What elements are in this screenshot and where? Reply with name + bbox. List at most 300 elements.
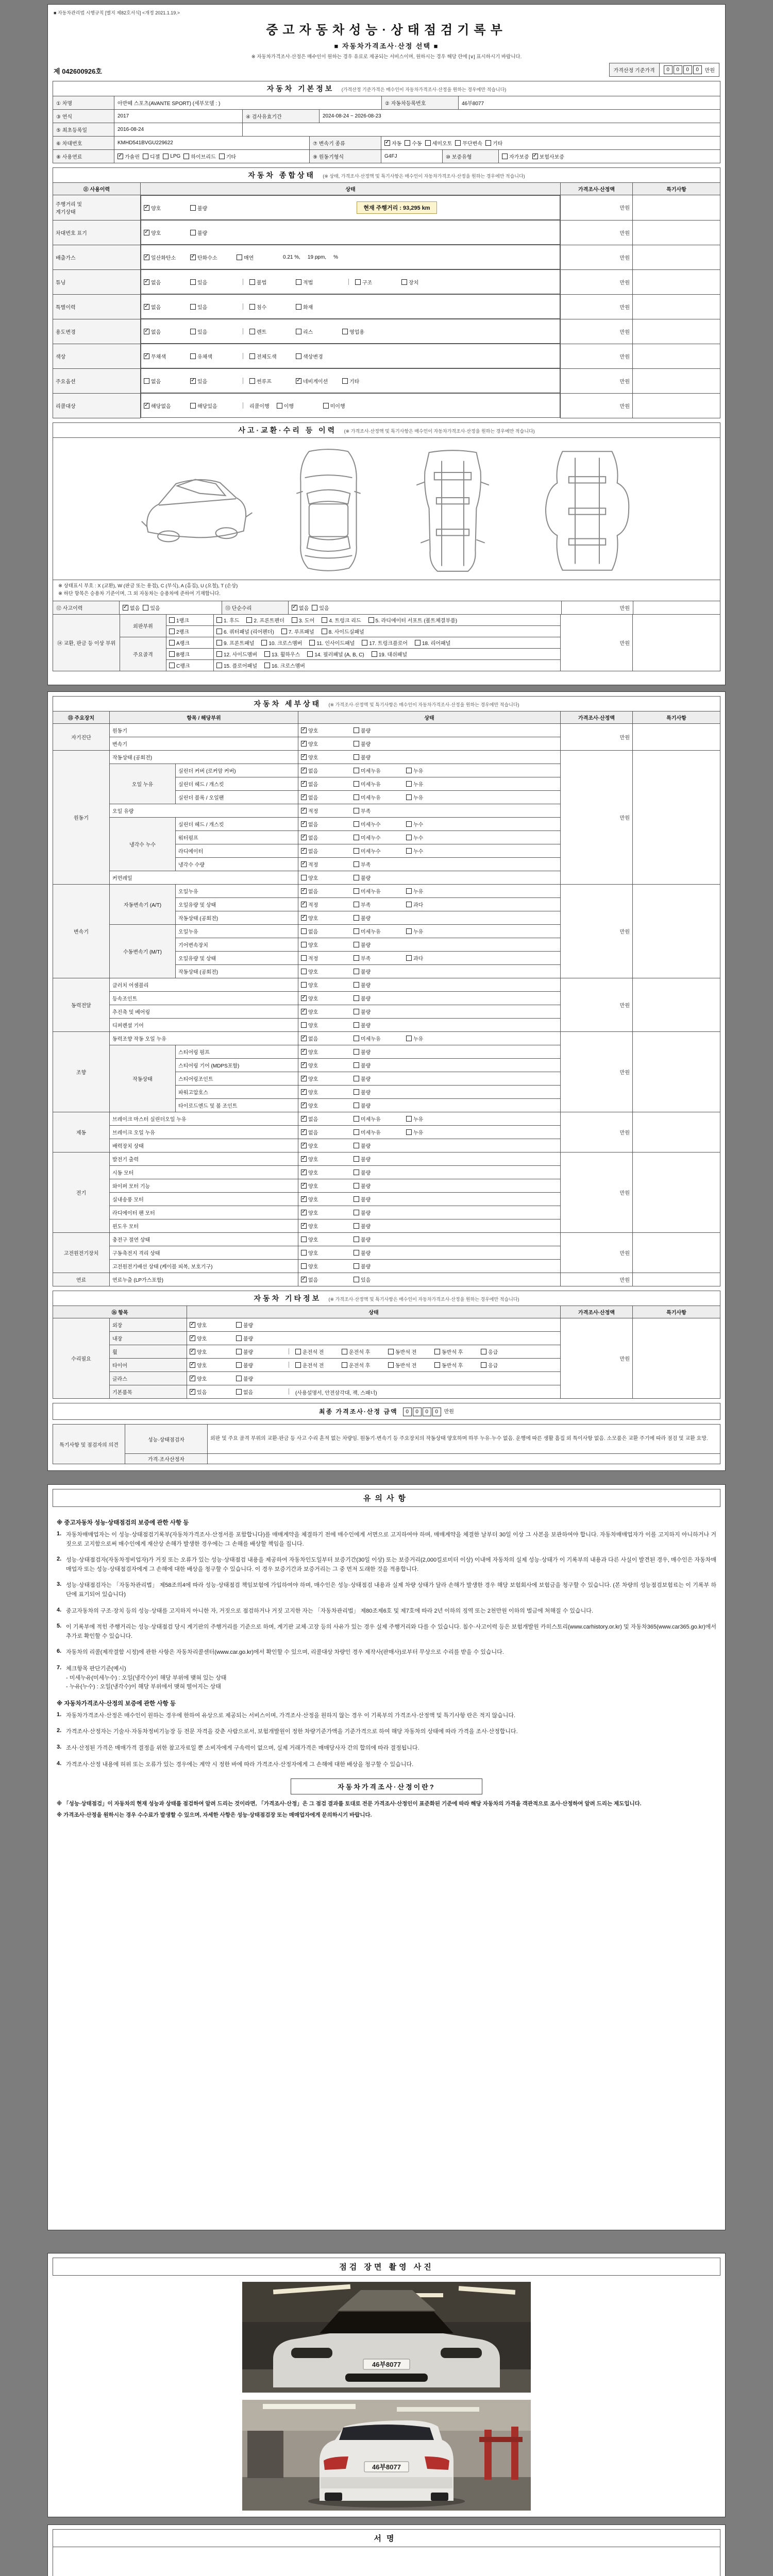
checkbox-7. 루프패널[interactable] — [281, 628, 314, 635]
checkbox-불법[interactable] — [249, 278, 293, 286]
checkbox-양호[interactable] — [301, 981, 350, 989]
checkbox-양호[interactable] — [301, 968, 350, 975]
checkbox-세미오토[interactable] — [425, 139, 452, 147]
checkbox-누유[interactable] — [406, 1128, 456, 1136]
checkbox-label: 세미오토 — [432, 141, 452, 147]
checkbox-수동[interactable] — [405, 139, 422, 147]
checkbox-적정[interactable] — [301, 954, 350, 962]
checkbox-2랭크[interactable] — [169, 628, 189, 635]
checkbox-3. 도어[interactable] — [292, 616, 314, 624]
device-item-label: 오일누유 — [176, 925, 298, 938]
checkbox-불량[interactable] — [354, 941, 403, 948]
checkbox-양호[interactable] — [144, 204, 187, 212]
checkbox-양호[interactable] — [190, 1375, 233, 1382]
checkbox-무단변속[interactable] — [455, 139, 482, 147]
checkbox-2. 프론트펜더[interactable] — [246, 616, 284, 624]
checkbox-C랭크[interactable] — [169, 662, 190, 669]
checkbox-box — [236, 1389, 242, 1395]
checkbox-없음[interactable] — [301, 767, 350, 774]
diagram-legend-note: ※ 하단 항목은 승용차 기준이며, 그 외 자동차는 승용차에 준하여 기재합니다. — [58, 590, 221, 597]
checkbox-box — [216, 617, 222, 623]
checkbox-box — [354, 1089, 359, 1095]
checkbox-box — [502, 154, 508, 159]
accident-history-label: ⑫ 사고이력 — [53, 601, 120, 615]
checkbox-양호[interactable] — [301, 726, 350, 734]
checkbox-없음[interactable] — [301, 847, 350, 855]
checkbox-없음[interactable] — [301, 927, 350, 935]
checkbox-box — [190, 1376, 195, 1381]
checkbox-label: 없음 — [308, 1037, 318, 1042]
checkbox-box — [406, 902, 412, 907]
checkbox-양호[interactable] — [301, 1155, 350, 1163]
checkbox-리스[interactable] — [296, 328, 339, 335]
checkbox-동반석 전[interactable] — [388, 1348, 431, 1355]
checkbox-누유[interactable] — [406, 927, 456, 935]
checkbox-label: 양호 — [308, 1050, 318, 1056]
checkbox-불량[interactable] — [354, 1155, 403, 1163]
checkbox-누유[interactable] — [406, 887, 456, 895]
checkbox-box — [144, 403, 149, 409]
checkbox-19. 대쉬패널[interactable] — [372, 650, 407, 658]
checkbox-label: 누유 — [413, 1037, 424, 1042]
checkbox-양호[interactable] — [301, 1249, 350, 1257]
checkbox-불량[interactable] — [354, 1101, 403, 1109]
checkbox-B랭크[interactable] — [169, 650, 190, 658]
summary-note: (※ 상태, 가격조사·산정액 및 특기사항은 매수인이 자동차가격조사·산정을 원하는 경우에만 적습니다) — [323, 174, 525, 179]
device-item-status — [298, 885, 561, 898]
final-price-value — [403, 1406, 454, 1416]
checkbox-있음[interactable] — [190, 303, 233, 311]
checkbox-미세누유[interactable] — [354, 1035, 403, 1042]
car-diagram-underbody-front — [397, 445, 508, 577]
checkbox-label: 미세누유 — [361, 889, 381, 895]
device-item-status — [298, 724, 561, 737]
checkbox-보험사보증[interactable] — [532, 152, 564, 160]
checkbox-양호[interactable] — [301, 1182, 350, 1190]
checkbox-양호[interactable] — [301, 740, 350, 748]
checkbox-불량[interactable] — [354, 1195, 403, 1203]
checkbox-누수[interactable] — [406, 834, 456, 841]
checkbox-box — [406, 1129, 412, 1135]
checkbox-label: 양호 — [308, 1224, 318, 1230]
checkbox-box — [301, 928, 307, 934]
checkbox-없음[interactable] — [301, 780, 350, 788]
etc-item-status — [187, 1345, 561, 1359]
checkbox-label: 1. 후드 — [224, 618, 240, 624]
checkbox-디젤[interactable] — [143, 152, 160, 160]
checkbox-label: 기타 — [226, 155, 236, 160]
checkbox-불량[interactable] — [354, 1249, 403, 1257]
device-item-status — [298, 1246, 561, 1260]
checkbox-불량[interactable] — [354, 1008, 403, 1015]
checkbox-13. 휠하우스[interactable] — [264, 650, 300, 658]
checkbox-label: 불량 — [361, 970, 371, 975]
checkbox-불량[interactable] — [354, 1088, 403, 1096]
checkbox-box — [216, 663, 222, 668]
checkbox-기타[interactable] — [342, 377, 385, 385]
checkbox-label: 자동 — [392, 141, 402, 147]
checkbox-일산화탄소[interactable] — [144, 253, 187, 261]
checkbox-적정[interactable] — [301, 860, 350, 868]
checkbox-label: 양호 — [197, 1323, 207, 1329]
checkbox-불량[interactable] — [354, 981, 403, 989]
device-item-label: 스티어링조인트 — [176, 1072, 298, 1086]
checkbox-label: 없음 — [308, 1117, 318, 1123]
device-item-status — [298, 925, 561, 938]
checkbox-box — [354, 861, 359, 867]
checkbox-양호[interactable] — [301, 1262, 350, 1270]
checkbox-10. 크로스멤버[interactable] — [261, 639, 302, 647]
checkbox-없음[interactable] — [144, 377, 187, 385]
checkbox-4. 트렁크 리드[interactable] — [322, 616, 361, 624]
notice-item-text — [66, 1607, 593, 1616]
checkbox-box — [190, 1349, 195, 1354]
checkbox-5. 라디에이터 서포트 (볼트체결부품)[interactable] — [368, 616, 458, 624]
checkbox-누유[interactable] — [406, 1035, 456, 1042]
checkbox-box — [354, 928, 359, 934]
checkbox-불량[interactable] — [354, 968, 403, 975]
checkbox-부족[interactable] — [354, 807, 403, 815]
checkbox-미세누유[interactable] — [354, 1128, 403, 1136]
checkbox-화재[interactable] — [296, 303, 339, 311]
device-item-label: 추진축 및 베어링 — [110, 1005, 298, 1019]
checkbox-양호[interactable] — [301, 914, 350, 922]
checkbox-label: 과다 — [413, 956, 424, 962]
checkbox-운전석 후[interactable] — [342, 1361, 385, 1369]
notice-item-number: 2. — [57, 1727, 62, 1734]
checkbox-label: 있음 — [150, 605, 160, 612]
checkbox-유채색[interactable] — [190, 352, 233, 360]
checkbox-적정[interactable] — [301, 901, 350, 908]
checkbox-있음[interactable] — [143, 604, 160, 612]
detail-table — [53, 711, 720, 1286]
checkbox-미세누유[interactable] — [354, 927, 403, 935]
checkbox-미세누수[interactable] — [354, 820, 403, 828]
checkbox-box — [301, 982, 307, 988]
checkbox-양호[interactable] — [301, 1061, 350, 1069]
usage-item-status — [141, 245, 560, 269]
checkbox-동반석 전[interactable] — [388, 1361, 431, 1369]
checkbox-label: 7. 루프패널 — [288, 629, 314, 635]
checkbox-색상변경[interactable] — [296, 352, 339, 360]
checkbox-A랭크[interactable] — [169, 639, 190, 647]
checkbox-불량[interactable] — [354, 1168, 403, 1176]
checkbox-label: 양호 — [308, 1063, 318, 1069]
checkbox-가솔린[interactable] — [117, 152, 140, 160]
device-item-label: 라디에이터 — [176, 844, 298, 858]
checkbox-불량[interactable] — [354, 753, 403, 761]
notice-line: 중고자동차의 구조·장치 등의 성능·상태를 고지하지 아니한 자, 거짓으로 점검하거나 거짓 고지한 자는 「자동차관리법」 제80조제6호 및 제7호에 따라 2년 이하의 징역 또는 2천만원 이하의 벌금에 처해질 수 있습니다. — [66, 1607, 593, 1614]
checkbox-1랭크[interactable] — [169, 616, 189, 624]
checkbox-불량[interactable] — [354, 1075, 403, 1082]
checkbox-누유[interactable] — [406, 793, 456, 801]
checkbox-있음[interactable] — [312, 604, 329, 612]
checkbox-썬루프[interactable] — [249, 377, 293, 385]
checkbox-없음[interactable] — [123, 604, 140, 612]
checkbox-부족[interactable] — [354, 954, 403, 962]
checkbox-양호[interactable] — [301, 1222, 350, 1230]
checkbox-없음[interactable] — [144, 278, 187, 286]
checkbox-불량[interactable] — [354, 1182, 403, 1190]
checkbox-전체도색[interactable] — [249, 352, 293, 360]
checkbox-18. 리어패널[interactable] — [415, 639, 450, 647]
checkbox-1. 후드[interactable] — [216, 616, 239, 624]
checkbox-양호[interactable] — [301, 753, 350, 761]
device-item-label: 실린더 헤드 / 개스킷 — [176, 818, 298, 831]
usage-item-status — [141, 368, 560, 393]
checkbox-box — [384, 140, 390, 146]
checkbox-해당있음[interactable] — [190, 402, 233, 410]
checkbox-누수[interactable] — [406, 820, 456, 828]
checkbox-label: 미세누유 — [361, 929, 381, 935]
checkbox-없음[interactable] — [301, 834, 350, 841]
checkbox-box — [354, 915, 359, 921]
checkbox-없음[interactable] — [144, 328, 187, 335]
checkbox-있음[interactable] — [354, 1276, 403, 1283]
checkbox-부족[interactable] — [354, 901, 403, 908]
checkbox-해당없음[interactable] — [144, 402, 187, 410]
checkbox-불량[interactable] — [236, 1334, 279, 1342]
checkbox-box — [190, 304, 196, 310]
checkbox-운전석 전[interactable] — [295, 1348, 339, 1355]
device-item-status — [298, 1233, 561, 1246]
checkbox-있음[interactable] — [190, 377, 233, 385]
checkbox-미세누유[interactable] — [354, 780, 403, 788]
checkbox-양호[interactable] — [301, 1101, 350, 1109]
checkbox-불량[interactable] — [354, 1235, 403, 1243]
checkbox-양호[interactable] — [301, 994, 350, 1002]
checkbox-label: 불량 — [243, 1336, 254, 1342]
checkbox-label: 4. 트렁크 리드 — [329, 618, 361, 624]
checkbox-누수[interactable] — [406, 847, 456, 855]
checkbox-box — [190, 1335, 195, 1341]
device-item-label: 원동기 — [110, 724, 298, 737]
checkbox-침수[interactable] — [249, 303, 293, 311]
notices-body — [53, 1507, 720, 1769]
notice-item-number: 1. — [57, 1531, 62, 1537]
checkbox-17. 트렁크플로어[interactable] — [362, 639, 408, 647]
checkbox-적정[interactable] — [301, 807, 350, 815]
checkbox-운전석 전[interactable] — [295, 1361, 339, 1369]
checkbox-하이브리드[interactable] — [183, 152, 215, 160]
checkbox-미세누유[interactable] — [354, 767, 403, 774]
registration-number-label: ② 자동차등록번호 — [381, 96, 459, 110]
checkbox-label: 있음 — [197, 304, 208, 311]
checkbox-양호[interactable] — [301, 1235, 350, 1243]
parts-cell — [214, 625, 561, 637]
checkbox-6. 쿼터패널 (리어펜더)[interactable] — [216, 628, 274, 635]
checkbox-label: 불량 — [361, 1251, 371, 1257]
checkbox-box — [342, 329, 348, 334]
device-item-status — [298, 1045, 561, 1059]
checkbox-불량[interactable] — [354, 740, 403, 748]
checkbox-불량[interactable] — [354, 726, 403, 734]
transmission-options — [381, 136, 720, 150]
checkbox-과다[interactable] — [406, 954, 456, 962]
checkbox-양호[interactable] — [190, 1348, 233, 1355]
inspection-photos — [53, 2276, 720, 2511]
detail-row — [53, 751, 720, 764]
checkbox-기타[interactable] — [485, 139, 502, 147]
checkbox-미이행[interactable] — [323, 402, 366, 410]
checkbox-없음[interactable] — [301, 820, 350, 828]
checkbox-불량[interactable] — [354, 1222, 403, 1230]
checkbox-label: 불량 — [243, 1363, 254, 1369]
checkbox-미세누유[interactable] — [354, 1115, 403, 1123]
checkbox-미세누유[interactable] — [354, 887, 403, 895]
checkbox-없음[interactable] — [301, 887, 350, 895]
checkbox-불량[interactable] — [354, 1209, 403, 1216]
checkbox-양호[interactable] — [301, 1168, 350, 1176]
checkbox-불량[interactable] — [236, 1361, 279, 1369]
device-item-label: 작동상태 (공회전) — [110, 751, 298, 764]
checkbox-label: 9. 프론트패널 — [224, 640, 255, 647]
checkbox-12. 사이드멤버[interactable] — [216, 650, 257, 658]
checkbox-양호[interactable] — [301, 1075, 350, 1082]
checkbox-양호[interactable] — [301, 1195, 350, 1203]
checkbox-box — [169, 629, 175, 634]
checkbox-box — [354, 835, 359, 840]
checkbox-label: 불량 — [361, 1157, 371, 1163]
checkbox-응급[interactable] — [481, 1361, 524, 1369]
price-estimate-cell: 만원 — [561, 1032, 633, 1112]
checkbox-box — [301, 835, 307, 840]
notice-item-text — [66, 1556, 716, 1574]
checkbox-불량[interactable] — [190, 204, 233, 212]
checkbox-11. 인사이드패널[interactable] — [309, 639, 355, 647]
rank-cell — [166, 614, 214, 625]
checkbox-불량[interactable] — [236, 1348, 279, 1355]
checkbox-없음[interactable] — [236, 1388, 279, 1396]
checkbox-불량[interactable] — [190, 229, 233, 236]
checkbox-양호[interactable] — [301, 1048, 350, 1056]
checkbox-box — [354, 1277, 359, 1282]
checkbox-기타[interactable] — [219, 152, 236, 160]
checkbox-불량[interactable] — [354, 1021, 403, 1029]
checkbox-미세누유[interactable] — [354, 793, 403, 801]
checkbox-영업용[interactable] — [342, 328, 385, 335]
checkbox-없음[interactable] — [301, 793, 350, 801]
checkbox-label: 없음 — [308, 1278, 318, 1283]
checkbox-자가보증[interactable] — [502, 152, 529, 160]
checkbox-누유[interactable] — [406, 1115, 456, 1123]
checkbox-불량[interactable] — [354, 914, 403, 922]
checkbox-8. 사이드실패널[interactable] — [322, 628, 364, 635]
checkbox-네비게이션[interactable] — [296, 377, 339, 385]
price-unit: 만원 — [704, 68, 715, 74]
opinion-who-label: 성능·상태점검자 — [125, 1425, 208, 1454]
checkbox-15. 플로어패널[interactable] — [216, 662, 257, 669]
checkbox-LPG[interactable] — [163, 154, 180, 159]
checkbox-box — [354, 848, 359, 854]
checkbox-양호[interactable] — [301, 874, 350, 882]
remark-cell — [633, 245, 720, 269]
device-group: 연료 — [53, 1273, 110, 1286]
checkbox-16. 크로스멤버[interactable] — [264, 662, 305, 669]
checkbox-불량[interactable] — [354, 1061, 403, 1069]
checkbox-양호[interactable] — [190, 1361, 233, 1369]
checkbox-9. 프론트패널[interactable] — [216, 639, 254, 647]
checkbox-매연[interactable] — [237, 253, 280, 261]
checkbox-미세누수[interactable] — [354, 847, 403, 855]
checkbox-운전석 후[interactable] — [342, 1348, 385, 1355]
checkbox-14. 필러패널 (A, B, C)[interactable] — [307, 650, 364, 658]
checkbox-label: 3. 도어 — [298, 618, 315, 624]
main-frame-label: 주요골격 — [120, 637, 166, 671]
checkbox-box — [301, 1089, 307, 1095]
checkbox-불량[interactable] — [354, 1262, 403, 1270]
device-item-label: 오일 유량 — [110, 804, 298, 818]
checkbox-양호[interactable] — [301, 1008, 350, 1015]
checkbox-부족[interactable] — [354, 860, 403, 868]
checkbox-누유[interactable] — [406, 780, 456, 788]
checkbox-양호[interactable] — [144, 229, 187, 236]
checkbox-양호[interactable] — [301, 1021, 350, 1029]
checkbox-box — [169, 617, 175, 623]
checkbox-이행[interactable] — [277, 402, 320, 410]
device-item-status — [298, 764, 561, 777]
checkbox-양호[interactable] — [301, 941, 350, 948]
checkbox-있음[interactable] — [190, 1388, 233, 1396]
checkbox-label: 없음 — [308, 822, 318, 828]
checkbox-없음[interactable] — [301, 1128, 350, 1136]
checkbox-무채색[interactable] — [144, 352, 187, 360]
checkbox-불량[interactable] — [236, 1321, 279, 1329]
checkbox-없음[interactable] — [301, 1276, 350, 1283]
checkbox-미세누수[interactable] — [354, 834, 403, 841]
checkbox-탄화수소[interactable] — [190, 253, 233, 261]
checkbox-label: 리스 — [303, 329, 313, 335]
checkbox-불량[interactable] — [236, 1375, 279, 1382]
checkbox-없음[interactable] — [144, 303, 187, 311]
checkbox-과다[interactable] — [406, 901, 456, 908]
checkbox-렌트[interactable] — [249, 328, 293, 335]
checkbox-box — [236, 1376, 242, 1381]
checkbox-label: 부족 — [361, 903, 371, 908]
checkbox-장치[interactable] — [401, 278, 445, 286]
checkbox-동반석 후[interactable] — [434, 1361, 478, 1369]
checkbox-양호[interactable] — [301, 1209, 350, 1216]
checkbox-양호[interactable] — [190, 1334, 233, 1342]
checkbox-자동[interactable] — [384, 139, 401, 147]
usage-item-label: 튜닝 — [53, 269, 141, 294]
checkbox-동반석 후[interactable] — [434, 1348, 478, 1355]
checkbox-label: 15. 플로어패널 — [224, 663, 257, 669]
checkbox-양호[interactable] — [301, 1088, 350, 1096]
checkbox-응급[interactable] — [481, 1348, 524, 1355]
checkbox-불량[interactable] — [354, 1048, 403, 1056]
checkbox-적법[interactable] — [296, 278, 339, 286]
checkbox-없음[interactable] — [301, 1115, 350, 1123]
checkbox-있음[interactable] — [190, 278, 233, 286]
checkbox-양호[interactable] — [301, 1142, 350, 1149]
checkbox-양호[interactable] — [190, 1321, 233, 1329]
checkbox-구조[interactable] — [355, 278, 398, 286]
checkbox-불량[interactable] — [354, 1142, 403, 1149]
checkbox-불량[interactable] — [354, 994, 403, 1002]
detail-row — [53, 1273, 720, 1286]
checkbox-label: 응급 — [488, 1363, 498, 1369]
device-item-status — [298, 1193, 561, 1206]
checkbox-없음[interactable] — [301, 1035, 350, 1042]
model-year-label: ③ 연식 — [53, 109, 114, 123]
checkbox-누유[interactable] — [406, 767, 456, 774]
checkbox-없음[interactable] — [292, 604, 309, 612]
checkbox-불량[interactable] — [354, 874, 403, 882]
checkbox-box — [295, 1349, 301, 1354]
checkbox-있음[interactable] — [190, 328, 233, 335]
summary-row — [53, 269, 720, 294]
